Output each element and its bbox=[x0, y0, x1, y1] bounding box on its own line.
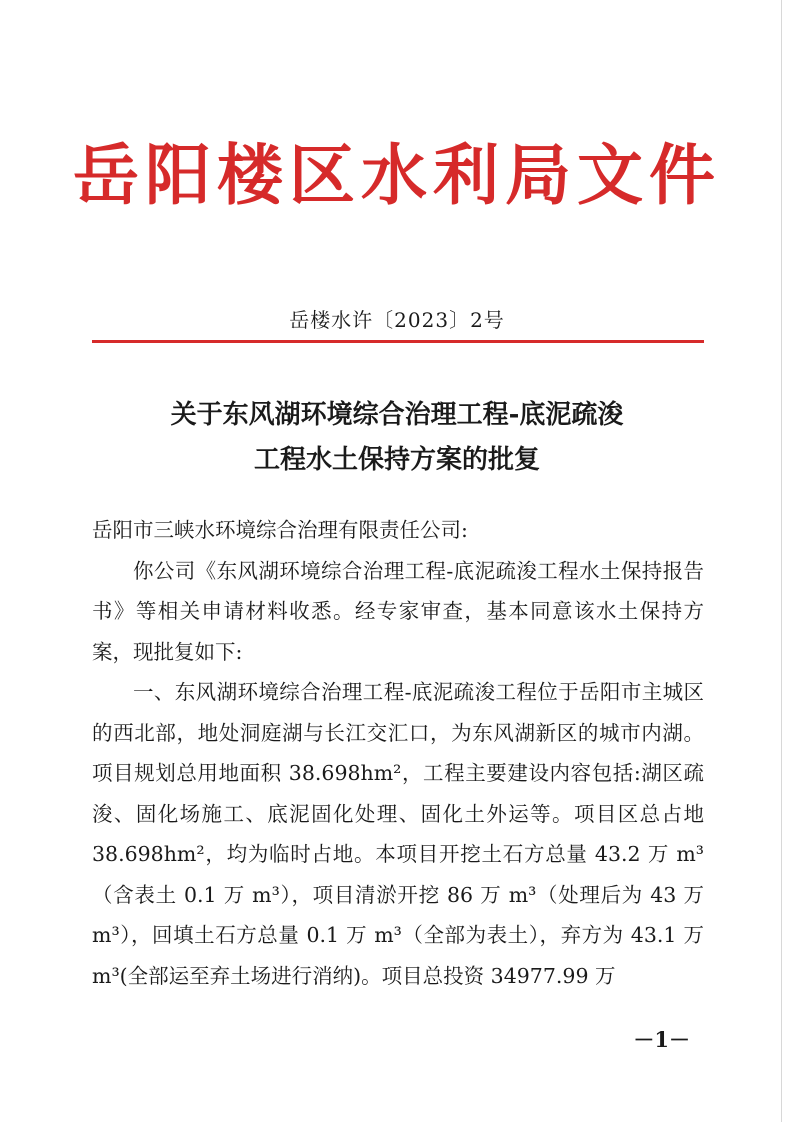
paragraph-1: 你公司《东风湖环境综合治理工程-底泥疏浚工程水土保持报告书》等相关申请材料收悉。经专家审查，基本同意该水土保持方案，现批复如下: bbox=[92, 558, 704, 664]
page-number: －1－ bbox=[633, 1027, 690, 1052]
red-divider bbox=[92, 340, 704, 343]
paragraph-2: 一、东风湖环境综合治理工程-底泥疏浚工程位于岳阳市主城区的西北部，地处洞庭湖与长江交汇口，为东风湖新区的城市内湖。项目规划总用地面积 38.698hm²，工程主要建设内容包括:湖区疏浚、固化场施工、底泥固化处理、固化土外运等。项目区总占地 38.698hm²，均为临时占地。本项目开挖土石方总量 43.2 万 m³（含表土 0.1 万 m³），项目清淤开挖 86 万 m³（处理后为 43 万 m³），回填土石方总量 0.1 万 m³（全部为表土），弃方为 43.1 万 m³(全部运至弃土场进行消纳)。项目总投资 34977.99 万 bbox=[92, 680, 704, 988]
salutation: 岳阳市三峡水环境综合治理有限责任公司: bbox=[92, 518, 468, 542]
document-number: 岳楼水许〔2023〕2号 bbox=[289, 308, 505, 332]
title-line-2: 工程水土保持方案的批复 bbox=[253, 445, 540, 475]
document-title bbox=[0, 393, 794, 483]
org-title: 岳阳楼区水利局文件 bbox=[73, 136, 721, 214]
document-body bbox=[92, 510, 704, 996]
title-line-1: 关于东风湖环境综合治理工程-底泥疏浚 bbox=[170, 400, 624, 430]
